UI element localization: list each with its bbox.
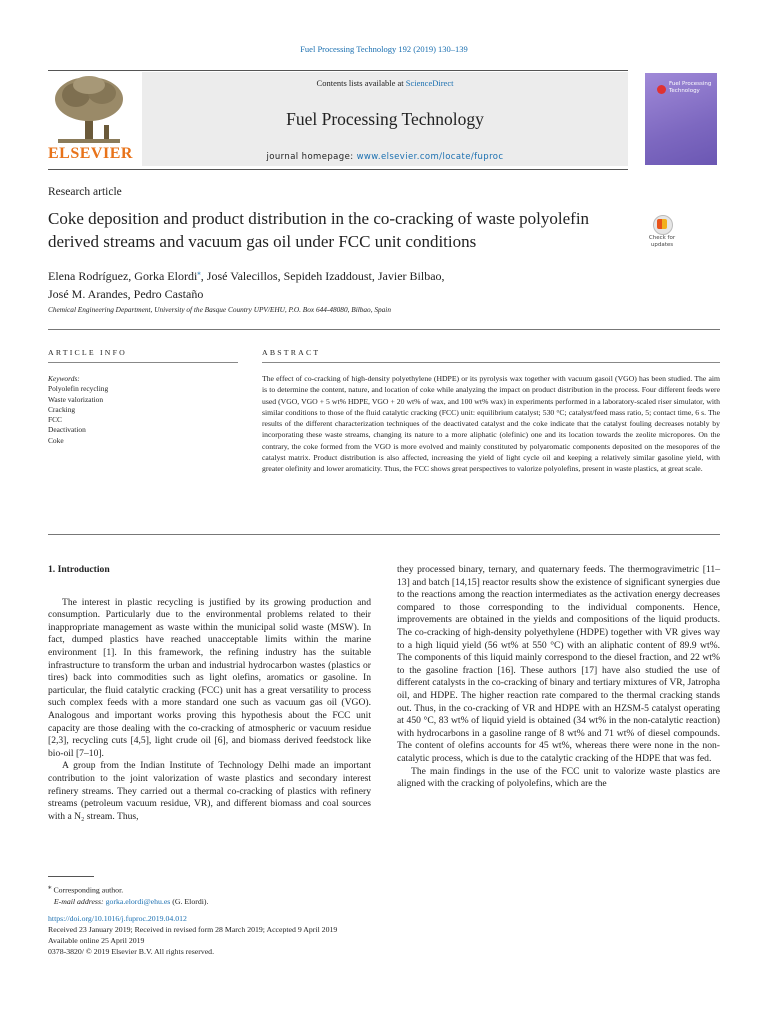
cover-title: Fuel Processing Technology <box>669 81 712 94</box>
journal-homepage <box>142 152 628 162</box>
article-info-heading: ARTICLE INFO <box>48 348 127 357</box>
body-column-right <box>397 564 720 791</box>
contents-prefix: Contents lists available at <box>316 78 406 88</box>
abstract-text: The effect of co-cracking of high-density polyethylene (HDPE) or its pyrolysis wax together with vacuum gasoil (VGO) has been studied. The aim is to determine the content, nature, and location of coke while analyzing the impact on product distribution in the process. Four different feeds were used (VGO, VGO + 5 wt% HDPE, VGO + 20 wt% of wax, and 100 wt% wax) in experiments performed in a laboratory-scaled riser simulator, with similar conditions to those of the fluid catalytic cracking (FCC) unit: equilibrium catalyst; 530 °C; catalyst/feed mass ratio, 5; contact time, 6 s. The results of the different characterization techniques of the deactivated catalyst and the coke indicate that the catalyst fouling decreases notably by incorporating these waste streams, changing its nature to a more aliphatic (olefinic) one and its location towards the zeolite micropores. On the contrary, the coke formed from the VGO is more evolved and mainly constituted by polyaromatic components deposited on the mesopores of the catalyst matrix. Product distribution is also affected, increasing the yield of light cycle oil and keeping a relatively similar gasoline yield, with greater olefinity and lower aromaticity. Thus, the FCC shows great perspectives to valorize polyolefins, present in waste plastics, at great scale. <box>262 374 720 474</box>
keyword-item: FCC <box>48 415 62 425</box>
journal-cover-thumbnail[interactable] <box>645 73 717 165</box>
footnote <box>48 882 208 907</box>
corresponding-author-mark[interactable]: ⁎ <box>197 269 201 277</box>
crossmark-bookmark-icon <box>657 219 667 229</box>
keyword-item: Deactivation <box>48 425 86 435</box>
homepage-prefix: journal homepage: <box>266 152 357 162</box>
keyword-item: Cracking <box>48 404 76 414</box>
received-dates: Received 23 January 2019; Received in revised form 28 March 2019; Accepted 9 April 2019 <box>48 925 338 934</box>
elsevier-wordmark: ELSEVIER <box>48 145 133 162</box>
divider <box>48 329 720 330</box>
authors-line2: José M. Arandes, Pedro Castaño <box>48 287 204 301</box>
paragraph: The main findings in the use of the FCC unit to valorize waste plastics are aligned with the cracking of polyolefins, which are the <box>397 765 720 790</box>
abstract-heading: ABSTRACT <box>262 348 321 357</box>
paragraph: A group from the Indian Institute of Technology Delhi made an important contribution to the joint valorization of waste plastics and secondary interest refinery streams. They carried out a thermal co-cracking of plastics with refinery streams (petroleum vacuum residue, VR), and different biomass and coal sources with a N₂ stream. Thus, <box>48 760 371 822</box>
elsevier-logo <box>48 73 133 165</box>
email-line <box>48 896 208 907</box>
available-online: Available online 25 April 2019 <box>48 936 145 945</box>
doi-link[interactable]: https://doi.org/10.1016/j.fuproc.2019.04.012 <box>48 914 187 923</box>
footnote-mark: ⁎ <box>48 883 52 891</box>
affiliation: Chemical Engineering Department, University of the Basque Country UPV/EHU, P.O. Box 644-48080, Bilbao, Spain <box>48 305 391 314</box>
paragraph: they processed binary, ternary, and quaternary feeds. The thermogravimetric [11–13] and batch [14,15] reactor results show the existence of significant synergies due to the reactions among the reaction intermediates as the activation energy decreases compared to those corresponding to the individual components. Hence, improvements are obtained in the yields and compositions of the liquid products. The co-cracking of high-density polyethylene (HDPE) together with VR gives way to a high liquid yield (56 wt% at 550 °C) with an aliphatic content of 89.9 wt%. The components of this liquid mainly correspond to the diesel fraction, and 22 wt% to the gasoline fraction [16]. These authors [17] have also studied the use of different catalysts in the co-cracking of binary and tertiary mixtures of VR, Jatropha oil, and HDPE. The higher reaction rate compared to the thermal cracking stands out. Thus, in the co-cracking of VR and HDPE with an HZSM-5 catalyst operating at 450 °C, 83 wt% of liquid yield is obtained (34 wt% in the non-catalytic reaction) with hydrocarbons in a gasoline range of 8 wt% and 71 wt% of diesel compounds. The content of olefins accounts for 45 wt%, whereas there were none in the non-catalytic process, which is due to the catalytic cracking of the HDPE that was fed. <box>397 564 720 764</box>
article-title: Coke deposition and product distribution in the co-cracking of waste polyolefin derived streams and vacuum gas oil under FCC unit conditions <box>48 209 590 251</box>
authors-line1-b: , José Valecillos, Sepideh Izaddoust, Javier Bilbao, <box>200 269 445 283</box>
copyright: 0378-3820/ © 2019 Elsevier B.V. All rights reserved. <box>48 947 215 956</box>
keyword-item: Coke <box>48 435 64 445</box>
crossmark-label: Check for updates <box>648 235 676 248</box>
corresponding-label: Corresponding author. <box>53 885 124 895</box>
contents-line <box>142 78 628 88</box>
email-label: E-mail address: <box>53 896 104 906</box>
section-heading: 1. Introduction <box>48 564 110 575</box>
keywords-label: Keywords: <box>48 374 80 383</box>
email-link[interactable]: gorka.elordi@ehu.es <box>105 896 171 906</box>
check-for-updates-badge[interactable] <box>636 213 688 261</box>
corresponding-author-note <box>48 882 208 896</box>
divider <box>48 534 720 535</box>
divider <box>262 362 720 363</box>
email-suffix: (G. Elordi). <box>172 896 209 906</box>
author-list <box>48 264 608 303</box>
keyword-item: Waste valorization <box>48 394 104 404</box>
publication-info <box>48 913 337 957</box>
journal-title[interactable]: Fuel Processing Technology <box>286 109 484 129</box>
paragraph: The interest in plastic recycling is justified by its growing production and consumption. Particularly due to the environmental problems related to their inappropriate management as waste within the municipal solid waste (MSW). In fact, dumped plastics have reached unacceptable limits within the marine environment [1]. In this framework, the refining industry has the suitable infrastructure to transform the urban and industrial hydrocarbon wastes (plastics or tires) back into commodities such as light olefins, aromatics or gasoline. In particular, the fluid catalytic cracking (FCC) unit has a great versatility to process such complex feeds with a more standard one such as vacuum gas oil (VGO). Analogous and important works proving this hypothesis about the FCC unit capacity are those dealing with the co-cracking of atmospheric or vacuum residue [2,3], recycling cuts [4,5], light crude oil [6], and biomass derived feedstock like bio-oil [7–10]. <box>48 596 371 759</box>
homepage-link[interactable]: www.elsevier.com/locate/fuproc <box>356 152 504 162</box>
sciencedirect-link[interactable]: ScienceDirect <box>405 78 454 88</box>
footnote-divider <box>48 876 94 877</box>
body-column-left <box>48 564 371 823</box>
article-type: Research article <box>48 186 122 198</box>
keyword-item: Polyolefin recycling <box>48 384 109 394</box>
tree-icon <box>48 73 130 147</box>
journal-reference[interactable]: Fuel Processing Technology 192 (2019) 130–139 <box>300 44 468 54</box>
keywords-block <box>48 374 108 446</box>
cover-logo-icon <box>657 85 666 94</box>
authors-line1-a: Elena Rodríguez, Gorka Elordi <box>48 269 198 283</box>
divider <box>48 362 238 363</box>
